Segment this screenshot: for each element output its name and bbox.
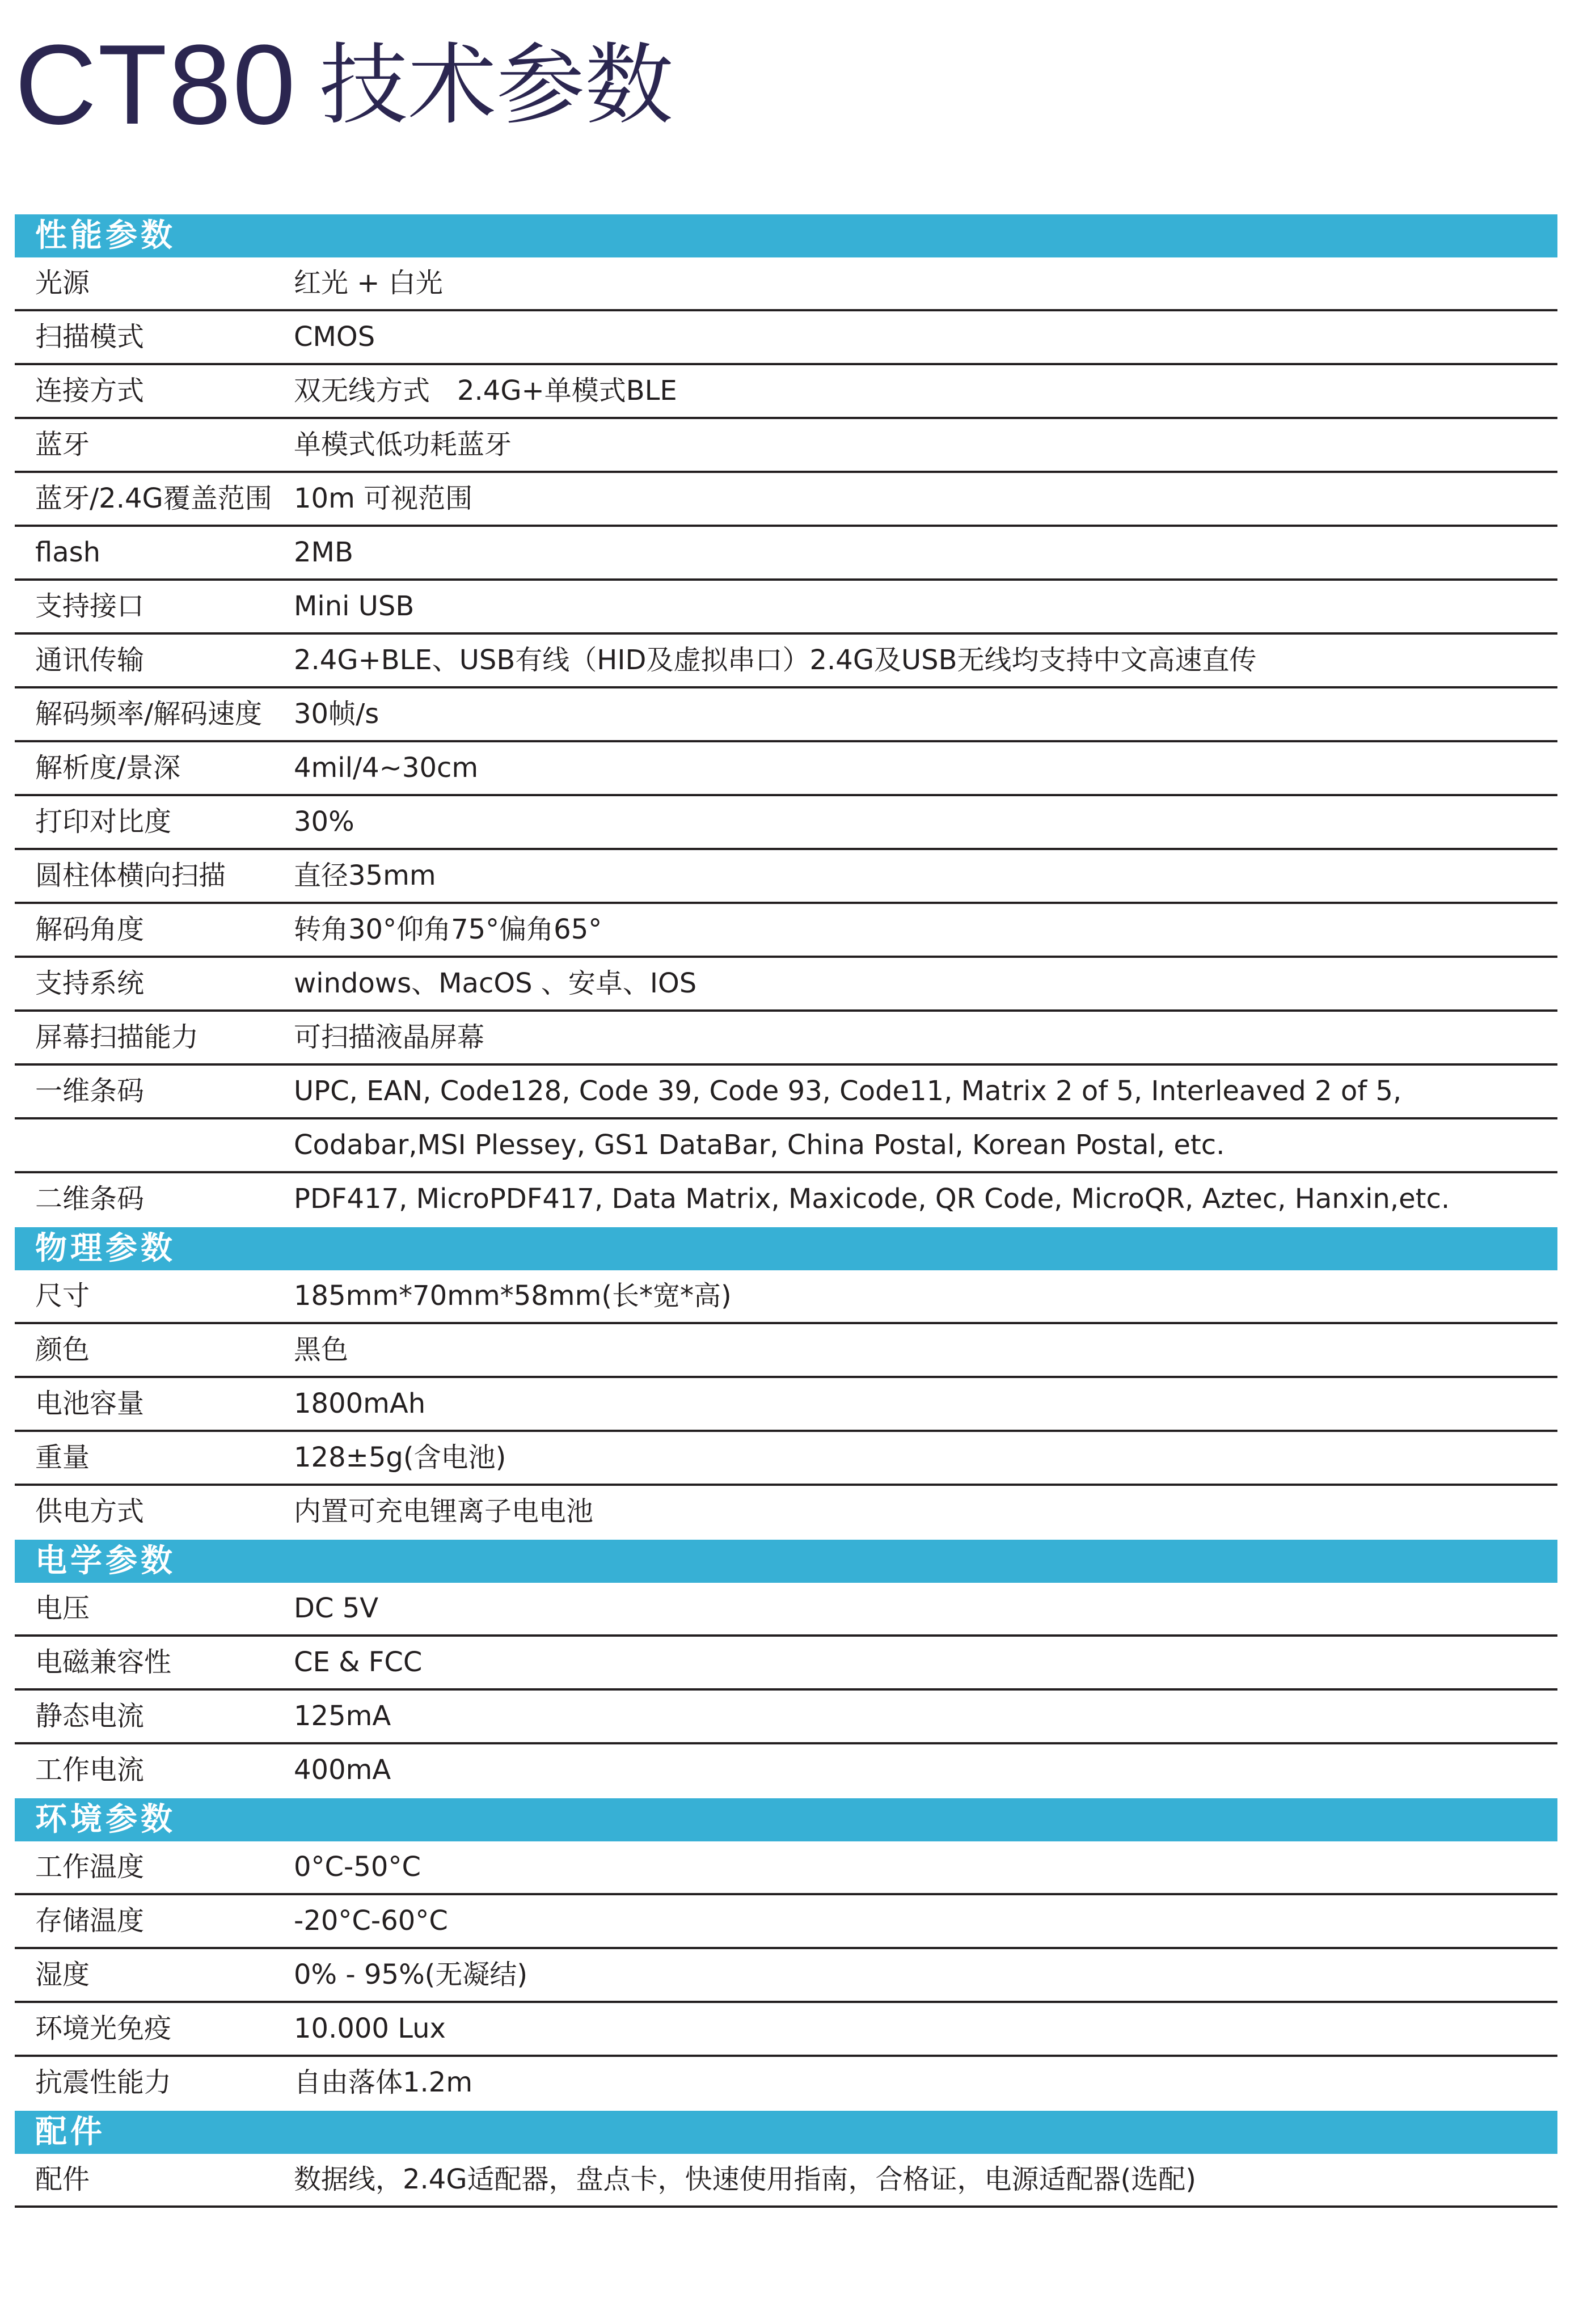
spec-value: Mini USB bbox=[294, 590, 415, 622]
spec-label: 工作电流 bbox=[35, 1754, 145, 1786]
spec-label: 蓝牙/2.4G覆盖范围 bbox=[35, 483, 272, 514]
spec-label: 打印对比度 bbox=[35, 806, 172, 838]
section-header-performance bbox=[15, 214, 1557, 257]
spec-row bbox=[15, 1378, 1557, 1432]
spec-value: UPC, EAN, Code128, Code 39, Code 93, Code11, Matrix 2 of 5, Interleaved 2 of 5, bbox=[294, 1075, 1402, 1107]
spec-row bbox=[15, 688, 1557, 742]
spec-value: 0% - 95%(无凝结) bbox=[294, 1959, 528, 1991]
spec-row bbox=[15, 904, 1557, 958]
spec-value: 128±5g(含电池) bbox=[294, 1442, 506, 1473]
spec-row bbox=[15, 419, 1557, 473]
spec-label: 屏幕扫描能力 bbox=[35, 1021, 199, 1053]
page-title bbox=[15, 22, 674, 148]
spec-value: 400mA bbox=[294, 1754, 391, 1786]
spec-row bbox=[15, 1895, 1557, 1949]
spec-label: 一维条码 bbox=[35, 1075, 145, 1107]
spec-value: 单模式低功耗蓝牙 bbox=[294, 429, 512, 460]
spec-value: 2.4G+BLE、USB有线（HID及虚拟串口）2.4G及USB无线均支持中文高速直传 bbox=[294, 644, 1257, 676]
section-header-electrical bbox=[15, 1540, 1557, 1583]
spec-row bbox=[15, 473, 1557, 527]
spec-value: 可扫描液晶屏幕 bbox=[294, 1021, 485, 1053]
spec-row bbox=[15, 1583, 1557, 1637]
spec-value: 10.000 Lux bbox=[294, 2013, 446, 2044]
spec-row bbox=[15, 257, 1557, 311]
spec-row bbox=[15, 1637, 1557, 1691]
spec-label: 通讯传输 bbox=[35, 644, 145, 676]
spec-row bbox=[15, 1486, 1557, 1540]
spec-value: windows、MacOS 、安卓、IOS bbox=[294, 967, 697, 999]
spec-value: 双无线方式 2.4G+单模式BLE bbox=[294, 375, 677, 407]
spec-value: 自由落体1.2m bbox=[294, 2067, 473, 2098]
spec-label: 重量 bbox=[35, 1442, 90, 1473]
spec-value: 125mA bbox=[294, 1700, 391, 1732]
spec-value: Codabar,MSI Plessey, GS1 DataBar, China Postal, Korean Postal, etc. bbox=[294, 1129, 1225, 1161]
spec-value: 10m 可视范围 bbox=[294, 483, 473, 514]
section-title: 电学参数 bbox=[35, 1543, 176, 1579]
spec-label: 电压 bbox=[35, 1592, 90, 1624]
section-title: 物理参数 bbox=[35, 1230, 176, 1267]
spec-row bbox=[15, 958, 1557, 1012]
spec-value: -20°C-60°C bbox=[294, 1905, 448, 1937]
spec-label: 圆柱体横向扫描 bbox=[35, 860, 226, 891]
spec-row bbox=[15, 1744, 1557, 1798]
spec-value: 30帧/s bbox=[294, 698, 379, 730]
product-model: CT80 bbox=[15, 22, 297, 148]
spec-value: 数据线，2.4G适配器，盘点卡，快速使用指南，合格证，电源适配器(选配) bbox=[294, 2164, 1196, 2195]
spec-row bbox=[15, 1012, 1557, 1066]
spec-value: CMOS bbox=[294, 321, 375, 353]
spec-row bbox=[15, 1270, 1557, 1324]
section-header-accessories bbox=[15, 2111, 1557, 2154]
spec-label: 支持系统 bbox=[35, 967, 145, 999]
spec-value: 30% bbox=[294, 806, 354, 838]
spec-label: 解码角度 bbox=[35, 914, 145, 945]
spec-label: 环境光免疫 bbox=[35, 2013, 172, 2044]
spec-value: DC 5V bbox=[294, 1592, 379, 1624]
section-title: 性能参数 bbox=[35, 217, 176, 254]
spec-label: 工作温度 bbox=[35, 1851, 145, 1883]
spec-row bbox=[15, 850, 1557, 904]
spec-row bbox=[15, 527, 1557, 581]
spec-label: 静态电流 bbox=[35, 1700, 145, 1732]
spec-label: 尺寸 bbox=[35, 1280, 90, 1312]
section-title: 环境参数 bbox=[35, 1801, 176, 1838]
spec-label: flash bbox=[35, 536, 101, 568]
spec-row bbox=[15, 2057, 1557, 2111]
spec-row bbox=[15, 1841, 1557, 1895]
spec-value: 内置可充电锂离子电电池 bbox=[294, 1495, 594, 1527]
spec-value: 2MB bbox=[294, 536, 353, 568]
spec-row bbox=[15, 581, 1557, 635]
spec-row bbox=[15, 742, 1557, 796]
section-header-physical bbox=[15, 1227, 1557, 1270]
spec-label: 存储温度 bbox=[35, 1905, 145, 1937]
spec-value: 0°C-50°C bbox=[294, 1851, 421, 1883]
spec-label: 支持接口 bbox=[35, 590, 145, 622]
spec-label: 颜色 bbox=[35, 1334, 90, 1366]
spec-row bbox=[15, 1173, 1557, 1227]
spec-row bbox=[15, 2003, 1557, 2057]
spec-label: 配件 bbox=[35, 2164, 90, 2195]
spec-value: 1800mAh bbox=[294, 1388, 426, 1419]
spec-label: 湿度 bbox=[35, 1959, 90, 1991]
spec-value: 红光 + 白光 bbox=[294, 267, 443, 299]
spec-row bbox=[15, 2154, 1557, 2208]
spec-label: 抗震性能力 bbox=[35, 2067, 172, 2098]
spec-value: 4mil/4~30cm bbox=[294, 752, 479, 784]
spec-label: 解码频率/解码速度 bbox=[35, 698, 263, 730]
spec-row bbox=[15, 1691, 1557, 1744]
section-title: 配件 bbox=[35, 2114, 105, 2150]
spec-label: 连接方式 bbox=[35, 375, 145, 407]
spec-label: 扫描模式 bbox=[35, 321, 145, 353]
spec-value: 黑色 bbox=[294, 1334, 349, 1366]
spec-label: 电磁兼容性 bbox=[35, 1646, 172, 1678]
spec-value: PDF417, MicroPDF417, Data Matrix, Maxicode, QR Code, MicroQR, Aztec, Hanxin,etc. bbox=[294, 1183, 1450, 1215]
spec-label: 光源 bbox=[35, 267, 90, 299]
title-text: 技术参数 bbox=[319, 33, 674, 137]
spec-row bbox=[15, 635, 1557, 688]
spec-value: 直径35mm bbox=[294, 860, 436, 891]
spec-table bbox=[15, 214, 1557, 2208]
spec-value: CE & FCC bbox=[294, 1646, 423, 1678]
spec-value: 185mm*70mm*58mm(长*宽*高) bbox=[294, 1280, 732, 1312]
section-header-environment bbox=[15, 1798, 1557, 1841]
spec-label: 供电方式 bbox=[35, 1495, 145, 1527]
spec-row bbox=[15, 311, 1557, 365]
spec-row bbox=[15, 796, 1557, 850]
spec-row bbox=[15, 1324, 1557, 1378]
spec-label: 二维条码 bbox=[35, 1183, 145, 1215]
spec-label: 解析度/景深 bbox=[35, 752, 181, 784]
spec-row bbox=[15, 365, 1557, 419]
spec-row bbox=[15, 1432, 1557, 1486]
spec-label: 蓝牙 bbox=[35, 429, 90, 460]
spec-value: 转角30°仰角75°偏角65° bbox=[294, 914, 602, 945]
spec-row bbox=[15, 1119, 1557, 1173]
spec-row bbox=[15, 1949, 1557, 2003]
spec-label: 电池容量 bbox=[35, 1388, 145, 1419]
spec-row bbox=[15, 1066, 1557, 1119]
